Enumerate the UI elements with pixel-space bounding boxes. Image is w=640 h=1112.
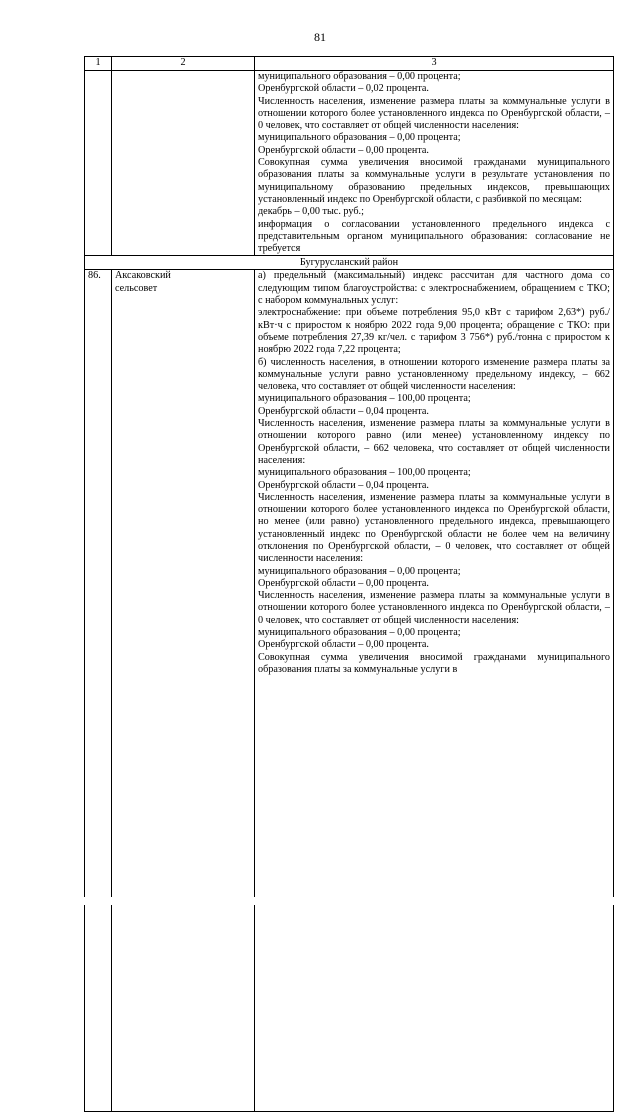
content-line: Совокупная сумма увеличения вносимой гражданами муниципального образования платы за коммунальные услуги в результате установления по муниципальному образованию предельных индексов, превышающих установленный индекс по Оренбургской области, с разбивкой по месяцам: bbox=[258, 157, 610, 205]
row-content-cell bbox=[255, 71, 614, 256]
content-line: муниципального образования – 0,00 процента; bbox=[258, 132, 461, 144]
content-line: Оренбургской области – 0,00 процента. bbox=[258, 144, 429, 156]
content-line: а) предельный (максимальный) индекс рассчитан для частного дома со следующим типом благоустройства: с электроснабжением, обращением с ТКО; с набором коммунальных услуг: bbox=[258, 270, 610, 307]
content-clip bbox=[258, 270, 610, 1111]
content-line: Численность населения, изменение размера платы за коммунальные услуги в отношении которого более установленного индекса по Оренбургской области, но менее (или равно) установленного предельного индекса, превышающего установленный индекс по Оренбургской области не более чем на величину отклонения по Оренбургской области, – 0 человек, что составляет от общей численности населения: bbox=[258, 491, 610, 565]
section-title: Бугурусланский район bbox=[85, 256, 614, 270]
content-line: информация о согласовании установленного предельного индекса с представительным органом муниципального образования: согласование не требуется bbox=[258, 218, 610, 255]
table-row-continuation bbox=[85, 71, 614, 256]
table-row-86 bbox=[85, 270, 614, 1112]
page-number: 81 bbox=[314, 30, 326, 44]
section-row bbox=[85, 256, 614, 270]
content-line: муниципального образования – 0,00 процента; bbox=[258, 627, 461, 639]
content-line: Оренбургской области – 0,02 процента. bbox=[258, 83, 429, 95]
table-header-row bbox=[85, 57, 614, 71]
content-line: Численность населения, изменение размера платы за коммунальные услуги в отношении которого равно (или менее) установленному индексу по Оренбургской области, – 662 человека, что составляет от общей численности населения: bbox=[258, 418, 610, 466]
row-content-cell bbox=[255, 270, 614, 1112]
row-number-cell: 86. bbox=[85, 270, 112, 1112]
content-line: Совокупная сумма увеличения вносимой гражданами муниципального образования платы за коммунальные услуги в bbox=[258, 651, 610, 675]
page-bottom-margin bbox=[0, 897, 640, 905]
settlement-name-line: Аксаковский bbox=[115, 270, 171, 282]
content-line: муниципального образования – 0,00 процента; bbox=[258, 71, 461, 82]
header-col-1: 1 bbox=[85, 57, 112, 71]
content-line: Оренбургской области – 0,04 процента. bbox=[258, 479, 429, 491]
content-line: Численность населения, изменение размера платы за коммунальные услуги в отношении которого более установленного индекса по Оренбургской области, – 0 человек, что составляет от общей численности населения: bbox=[258, 95, 610, 132]
settlement-name-line: сельсовет bbox=[115, 282, 158, 294]
content-line: б) численность населения, в отношении которого изменение размера платы за коммунальные услуги равно установленному предельному индексу, – 662 человека, что составляет от общей численности населения: bbox=[258, 356, 610, 393]
content-line: Оренбургской области – 0,00 процента. bbox=[258, 639, 429, 651]
content-line: муниципального образования – 100,00 процента; bbox=[258, 393, 471, 405]
content-line: электроснабжение: при объеме потребления 95,0 кВт с тарифом 2,63*) руб./кВт·ч с приростом к ноябрю 2022 года 9,00 процента; обращение с ТКО: при объеме потребления 27,39 кг/чел. с тарифом 3 756*) руб./тонна с приростом к ноябрю 2022 года 7,22 процента; bbox=[258, 307, 610, 356]
content-line: Численность населения, изменение размера платы за коммунальные услуги в отношении которого более установленного индекса по Оренбургской области, – 0 человек, что составляет от общей численности населения: bbox=[258, 590, 610, 626]
row-name-cell bbox=[112, 270, 255, 1112]
tariff-index-table bbox=[84, 56, 614, 1112]
content-line: Оренбургской области – 0,04 процента. bbox=[258, 405, 429, 417]
row-number-cell bbox=[85, 71, 112, 256]
content-line: муниципального образования – 0,00 процента; bbox=[258, 565, 461, 577]
content-line: Оренбургской области – 0,00 процента. bbox=[258, 577, 429, 589]
content-line: декабрь – 0,00 тыс. руб.; bbox=[258, 206, 364, 218]
header-col-3: 3 bbox=[255, 57, 614, 71]
header-col-2: 2 bbox=[112, 57, 255, 71]
row-name-cell bbox=[112, 71, 255, 256]
content-line: муниципального образования – 100,00 процента; bbox=[258, 467, 471, 479]
